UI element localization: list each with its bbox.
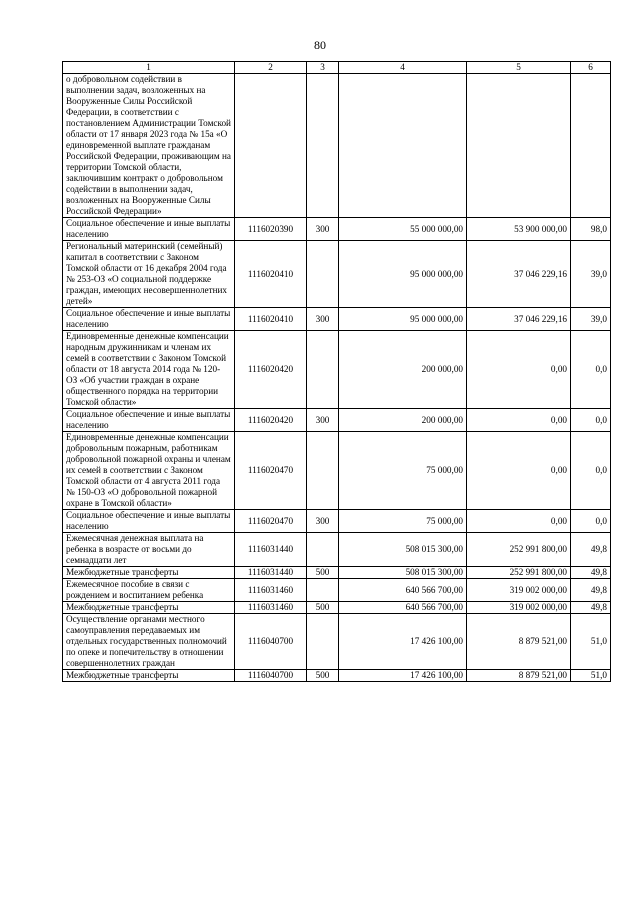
row-percent: 0,0 [571,432,611,510]
row-target-code [235,74,307,218]
row-plan-amount: 640 566 700,00 [339,579,467,602]
table-row [63,670,611,682]
row-target-code: 1116020410 [235,241,307,308]
row-percent: 0,0 [571,510,611,533]
row-expense-type [307,432,339,510]
row-percent: 39,0 [571,308,611,331]
row-expense-type [307,74,339,218]
row-executed-amount: 252 991 800,00 [467,567,571,579]
table-row [63,602,611,614]
row-plan-amount: 17 426 100,00 [339,614,467,670]
row-executed-amount: 319 002 000,00 [467,602,571,614]
row-percent [571,74,611,218]
table-row [63,614,611,670]
row-executed-amount: 0,00 [467,331,571,409]
row-executed-amount: 0,00 [467,409,571,432]
row-target-code: 1116031440 [235,567,307,579]
row-description: Социальное обеспечение и иные выплаты населению [63,308,235,331]
row-target-code: 1116031440 [235,533,307,567]
row-expense-type [307,533,339,567]
row-description: Социальное обеспечение и иные выплаты населению [63,510,235,533]
row-plan-amount: 508 015 300,00 [339,567,467,579]
row-executed-amount: 0,00 [467,432,571,510]
row-target-code: 1116020470 [235,432,307,510]
row-description: Региональный материнский (семейный) капитал в соответствии с Законом Томской области от 16 декабря 2004 года № 253-ОЗ «О социальной поддержке граждан, имеющих несовершеннолетних детей» [63,241,235,308]
table-row [63,510,611,533]
table-row [63,579,611,602]
row-target-code: 1116020390 [235,218,307,241]
row-description: Единовременные денежные компенсации народным дружинникам и членам их семей в соответствии с Законом Томской области от 18 августа 2014 года № 120-ОЗ «Об участии граждан в охране общественного порядка на территории Томской области» [63,331,235,409]
row-executed-amount: 37 046 229,16 [467,241,571,308]
row-expense-type [307,331,339,409]
row-plan-amount: 200 000,00 [339,331,467,409]
row-expense-type [307,614,339,670]
row-description: Осуществление органами местного самоуправления передаваемых им отдельных государственных полномочий по опеке и попечительству в отношении совершеннолетних граждан [63,614,235,670]
row-executed-amount: 252 991 800,00 [467,533,571,567]
row-percent: 0,0 [571,331,611,409]
page-number: 80 [314,38,326,52]
column-header-6: 6 [571,62,611,74]
column-header-1: 1 [63,62,235,74]
row-percent: 39,0 [571,241,611,308]
row-description: о добровольном содействии в выполнении задач, возложенных на Вооруженные Силы Российской Федерации, в соответствии с постановлением Администрации Томской области от 17 января 2023 года № 15а «О единовременной выплате гражданам Российской Федерации, проживающим на территории Томской области, заключившим контракт о добровольном содействии в выполнении задач, возложенных на Вооруженные Силы Российской Федерации» [63,74,235,218]
row-plan-amount: 17 426 100,00 [339,670,467,682]
row-executed-amount: 0,00 [467,510,571,533]
row-plan-amount: 640 566 700,00 [339,602,467,614]
row-percent: 51,0 [571,614,611,670]
column-header-5: 5 [467,62,571,74]
row-expense-type [307,579,339,602]
table-row [63,308,611,331]
row-executed-amount: 53 900 000,00 [467,218,571,241]
row-expense-type: 300 [307,510,339,533]
row-percent: 98,0 [571,218,611,241]
row-target-code: 1116040700 [235,670,307,682]
row-expense-type [307,241,339,308]
column-header-4: 4 [339,62,467,74]
row-percent: 49,8 [571,579,611,602]
table-row [63,331,611,409]
row-target-code: 1116031460 [235,602,307,614]
row-description: Ежемесячная денежная выплата на ребенка в возрасте от восьми до семнадцати лет [63,533,235,567]
row-description: Межбюджетные трансферты [63,567,235,579]
row-target-code: 1116020420 [235,331,307,409]
row-expense-type: 300 [307,218,339,241]
row-plan-amount: 508 015 300,00 [339,533,467,567]
row-percent: 49,8 [571,533,611,567]
row-description: Ежемесячное пособие в связи с рождением и воспитанием ребенка [63,579,235,602]
row-target-code: 1116020410 [235,308,307,331]
row-executed-amount [467,74,571,218]
budget-table [62,61,611,682]
row-plan-amount: 95 000 000,00 [339,241,467,308]
table-row [63,218,611,241]
row-plan-amount: 75 000,00 [339,432,467,510]
table-row [63,533,611,567]
table-row [63,241,611,308]
column-header-3: 3 [307,62,339,74]
row-description: Социальное обеспечение и иные выплаты населению [63,409,235,432]
row-expense-type: 500 [307,567,339,579]
row-percent: 49,8 [571,567,611,579]
row-expense-type: 300 [307,409,339,432]
row-description: Межбюджетные трансферты [63,670,235,682]
row-plan-amount: 200 000,00 [339,409,467,432]
column-number-row [63,62,611,74]
table-row [63,432,611,510]
row-target-code: 1116031460 [235,579,307,602]
row-plan-amount: 95 000 000,00 [339,308,467,331]
row-expense-type: 300 [307,308,339,331]
row-executed-amount: 319 002 000,00 [467,579,571,602]
row-executed-amount: 37 046 229,16 [467,308,571,331]
column-header-2: 2 [235,62,307,74]
row-description: Единовременные денежные компенсации добровольным пожарным, работникам добровольной пожарной охраны и членам их семей в соответствии с Законом Томской области от 4 августа 2011 года № 150-ОЗ «О добровольной пожарной охране в Томской области» [63,432,235,510]
row-percent: 0,0 [571,409,611,432]
table-row [63,74,611,218]
row-plan-amount: 55 000 000,00 [339,218,467,241]
row-plan-amount: 75 000,00 [339,510,467,533]
row-percent: 51,0 [571,670,611,682]
row-executed-amount: 8 879 521,00 [467,670,571,682]
row-target-code: 1116020420 [235,409,307,432]
row-target-code: 1116020470 [235,510,307,533]
table-row [63,409,611,432]
row-description: Межбюджетные трансферты [63,602,235,614]
table-row [63,567,611,579]
row-percent: 49,8 [571,602,611,614]
row-plan-amount [339,74,467,218]
row-expense-type: 500 [307,670,339,682]
row-expense-type: 500 [307,602,339,614]
row-target-code: 1116040700 [235,614,307,670]
row-executed-amount: 8 879 521,00 [467,614,571,670]
row-description: Социальное обеспечение и иные выплаты населению [63,218,235,241]
